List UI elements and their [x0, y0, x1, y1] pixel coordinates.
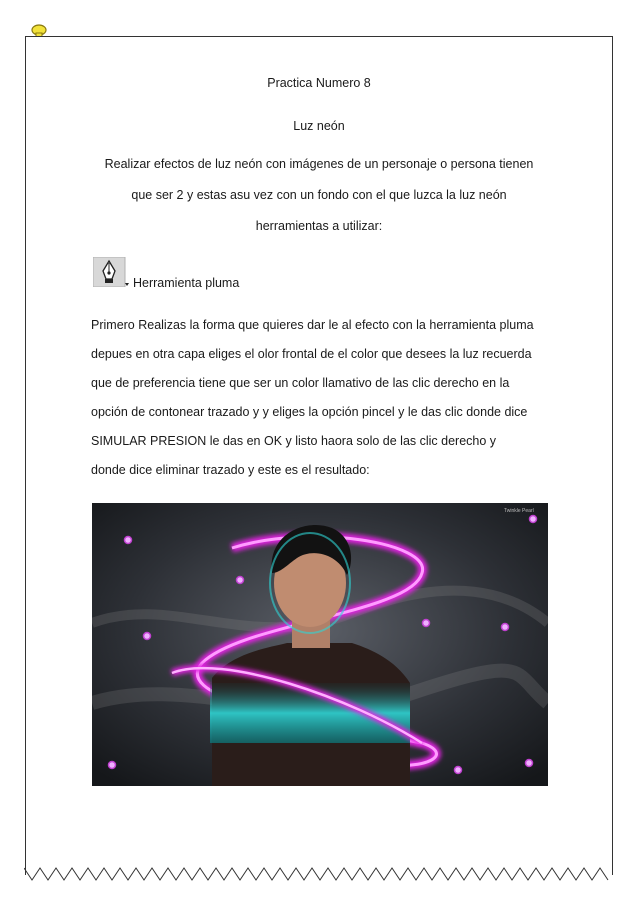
body-line: depues en otra capa eliges el olor frontal de el color que desees la luz recuerda [91, 347, 532, 361]
pen-tool-icon [93, 257, 129, 287]
intro-line: que ser 2 y estas asu vez con un fondo con el que luzca la luz neón [131, 188, 507, 202]
body-line: opción de contonear trazado y y eliges la opción pincel y le das clic donde dice [91, 405, 528, 419]
body-line: SIMULAR PRESION le das en OK y listo haora solo de las clic derecho y [91, 434, 497, 448]
body-line: donde dice eliminar trazado y este es el resultado: [91, 463, 370, 477]
neon-portrait-image [92, 503, 548, 786]
document-title: Practica Numero 8 [267, 76, 371, 90]
document-subtitle: Luz neón [293, 119, 345, 133]
torn-edge [24, 866, 614, 882]
intro-line: herramientas a utilizar: [255, 219, 383, 233]
svg-text:Twinkle Pearl: Twinkle Pearl [504, 508, 534, 514]
body-line: Primero Realizas la forma que quieres dar le al efecto con la herramienta pluma [91, 318, 534, 332]
body-line: que de preferencia tiene que ser un color llamativo de las clic derecho en la [91, 376, 510, 390]
tool-label: Herramienta pluma [133, 276, 240, 290]
intro-line: Realizar efectos de luz neón con imágenes de un personaje o persona tienen [104, 157, 534, 171]
